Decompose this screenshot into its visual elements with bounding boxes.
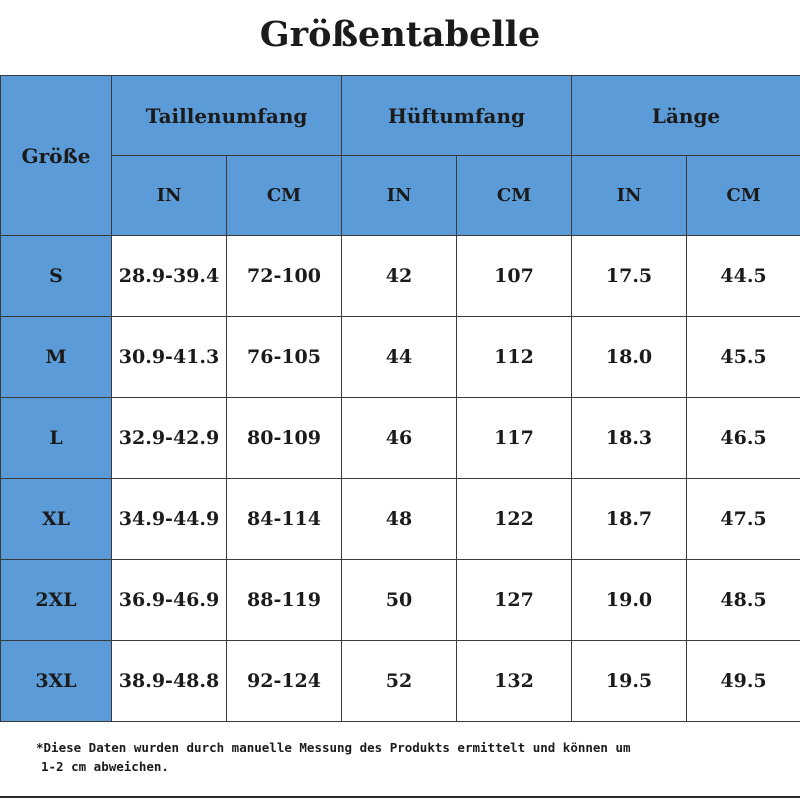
note-line-2: 1-2 cm abweichen. xyxy=(41,759,169,774)
unit-header: IN xyxy=(342,156,457,236)
size-label: S xyxy=(1,236,112,317)
size-label: 2XL xyxy=(1,560,112,641)
table-cell: 48 xyxy=(342,479,457,560)
table-cell: 18.3 xyxy=(572,398,687,479)
bottom-divider xyxy=(0,796,800,798)
table-cell: 45.5 xyxy=(687,317,800,398)
size-label: 3XL xyxy=(1,641,112,722)
table-cell: 52 xyxy=(342,641,457,722)
size-column-header: Größe xyxy=(1,76,112,236)
table-cell: 88-119 xyxy=(227,560,342,641)
header-unit-row xyxy=(1,156,800,236)
table-cell: 30.9-41.3 xyxy=(112,317,227,398)
unit-header: CM xyxy=(227,156,342,236)
table-row xyxy=(1,398,800,479)
size-chart-table xyxy=(0,75,800,722)
page-title: Größentabelle xyxy=(259,14,541,55)
table-cell: 19.5 xyxy=(572,641,687,722)
table-cell: 18.7 xyxy=(572,479,687,560)
length-header: Länge xyxy=(572,76,800,156)
table-cell: 117 xyxy=(457,398,572,479)
table-cell: 50 xyxy=(342,560,457,641)
unit-header: IN xyxy=(112,156,227,236)
table-cell: 112 xyxy=(457,317,572,398)
measurement-note xyxy=(36,738,756,776)
table-row xyxy=(1,641,800,722)
table-cell: 80-109 xyxy=(227,398,342,479)
table-cell: 127 xyxy=(457,560,572,641)
table-cell: 48.5 xyxy=(687,560,800,641)
size-label: M xyxy=(1,317,112,398)
table-cell: 42 xyxy=(342,236,457,317)
table-cell: 38.9-48.8 xyxy=(112,641,227,722)
table-cell: 44.5 xyxy=(687,236,800,317)
table-cell: 32.9-42.9 xyxy=(112,398,227,479)
table-cell: 28.9-39.4 xyxy=(112,236,227,317)
size-label: XL xyxy=(1,479,112,560)
unit-header: IN xyxy=(572,156,687,236)
waist-header: Taillenumfang xyxy=(112,76,342,156)
table-cell: 17.5 xyxy=(572,236,687,317)
table-cell: 49.5 xyxy=(687,641,800,722)
table-row xyxy=(1,317,800,398)
note-line-1: *Diese Daten wurden durch manuelle Messung des Produkts ermittelt und können um xyxy=(36,740,631,755)
table-cell: 132 xyxy=(457,641,572,722)
table-cell: 92-124 xyxy=(227,641,342,722)
unit-header: CM xyxy=(687,156,800,236)
table-cell: 36.9-46.9 xyxy=(112,560,227,641)
table-cell: 122 xyxy=(457,479,572,560)
header-group-row xyxy=(1,76,800,156)
table-cell: 46.5 xyxy=(687,398,800,479)
unit-header: CM xyxy=(457,156,572,236)
table-cell: 72-100 xyxy=(227,236,342,317)
hip-header: Hüftumfang xyxy=(342,76,572,156)
table-cell: 47.5 xyxy=(687,479,800,560)
table-cell: 19.0 xyxy=(572,560,687,641)
table-cell: 46 xyxy=(342,398,457,479)
table-cell: 44 xyxy=(342,317,457,398)
table-cell: 84-114 xyxy=(227,479,342,560)
table-cell: 76-105 xyxy=(227,317,342,398)
table-cell: 18.0 xyxy=(572,317,687,398)
table-cell: 107 xyxy=(457,236,572,317)
size-label: L xyxy=(1,398,112,479)
table-row xyxy=(1,479,800,560)
table-cell: 34.9-44.9 xyxy=(112,479,227,560)
table-row xyxy=(1,560,800,641)
table-row xyxy=(1,236,800,317)
